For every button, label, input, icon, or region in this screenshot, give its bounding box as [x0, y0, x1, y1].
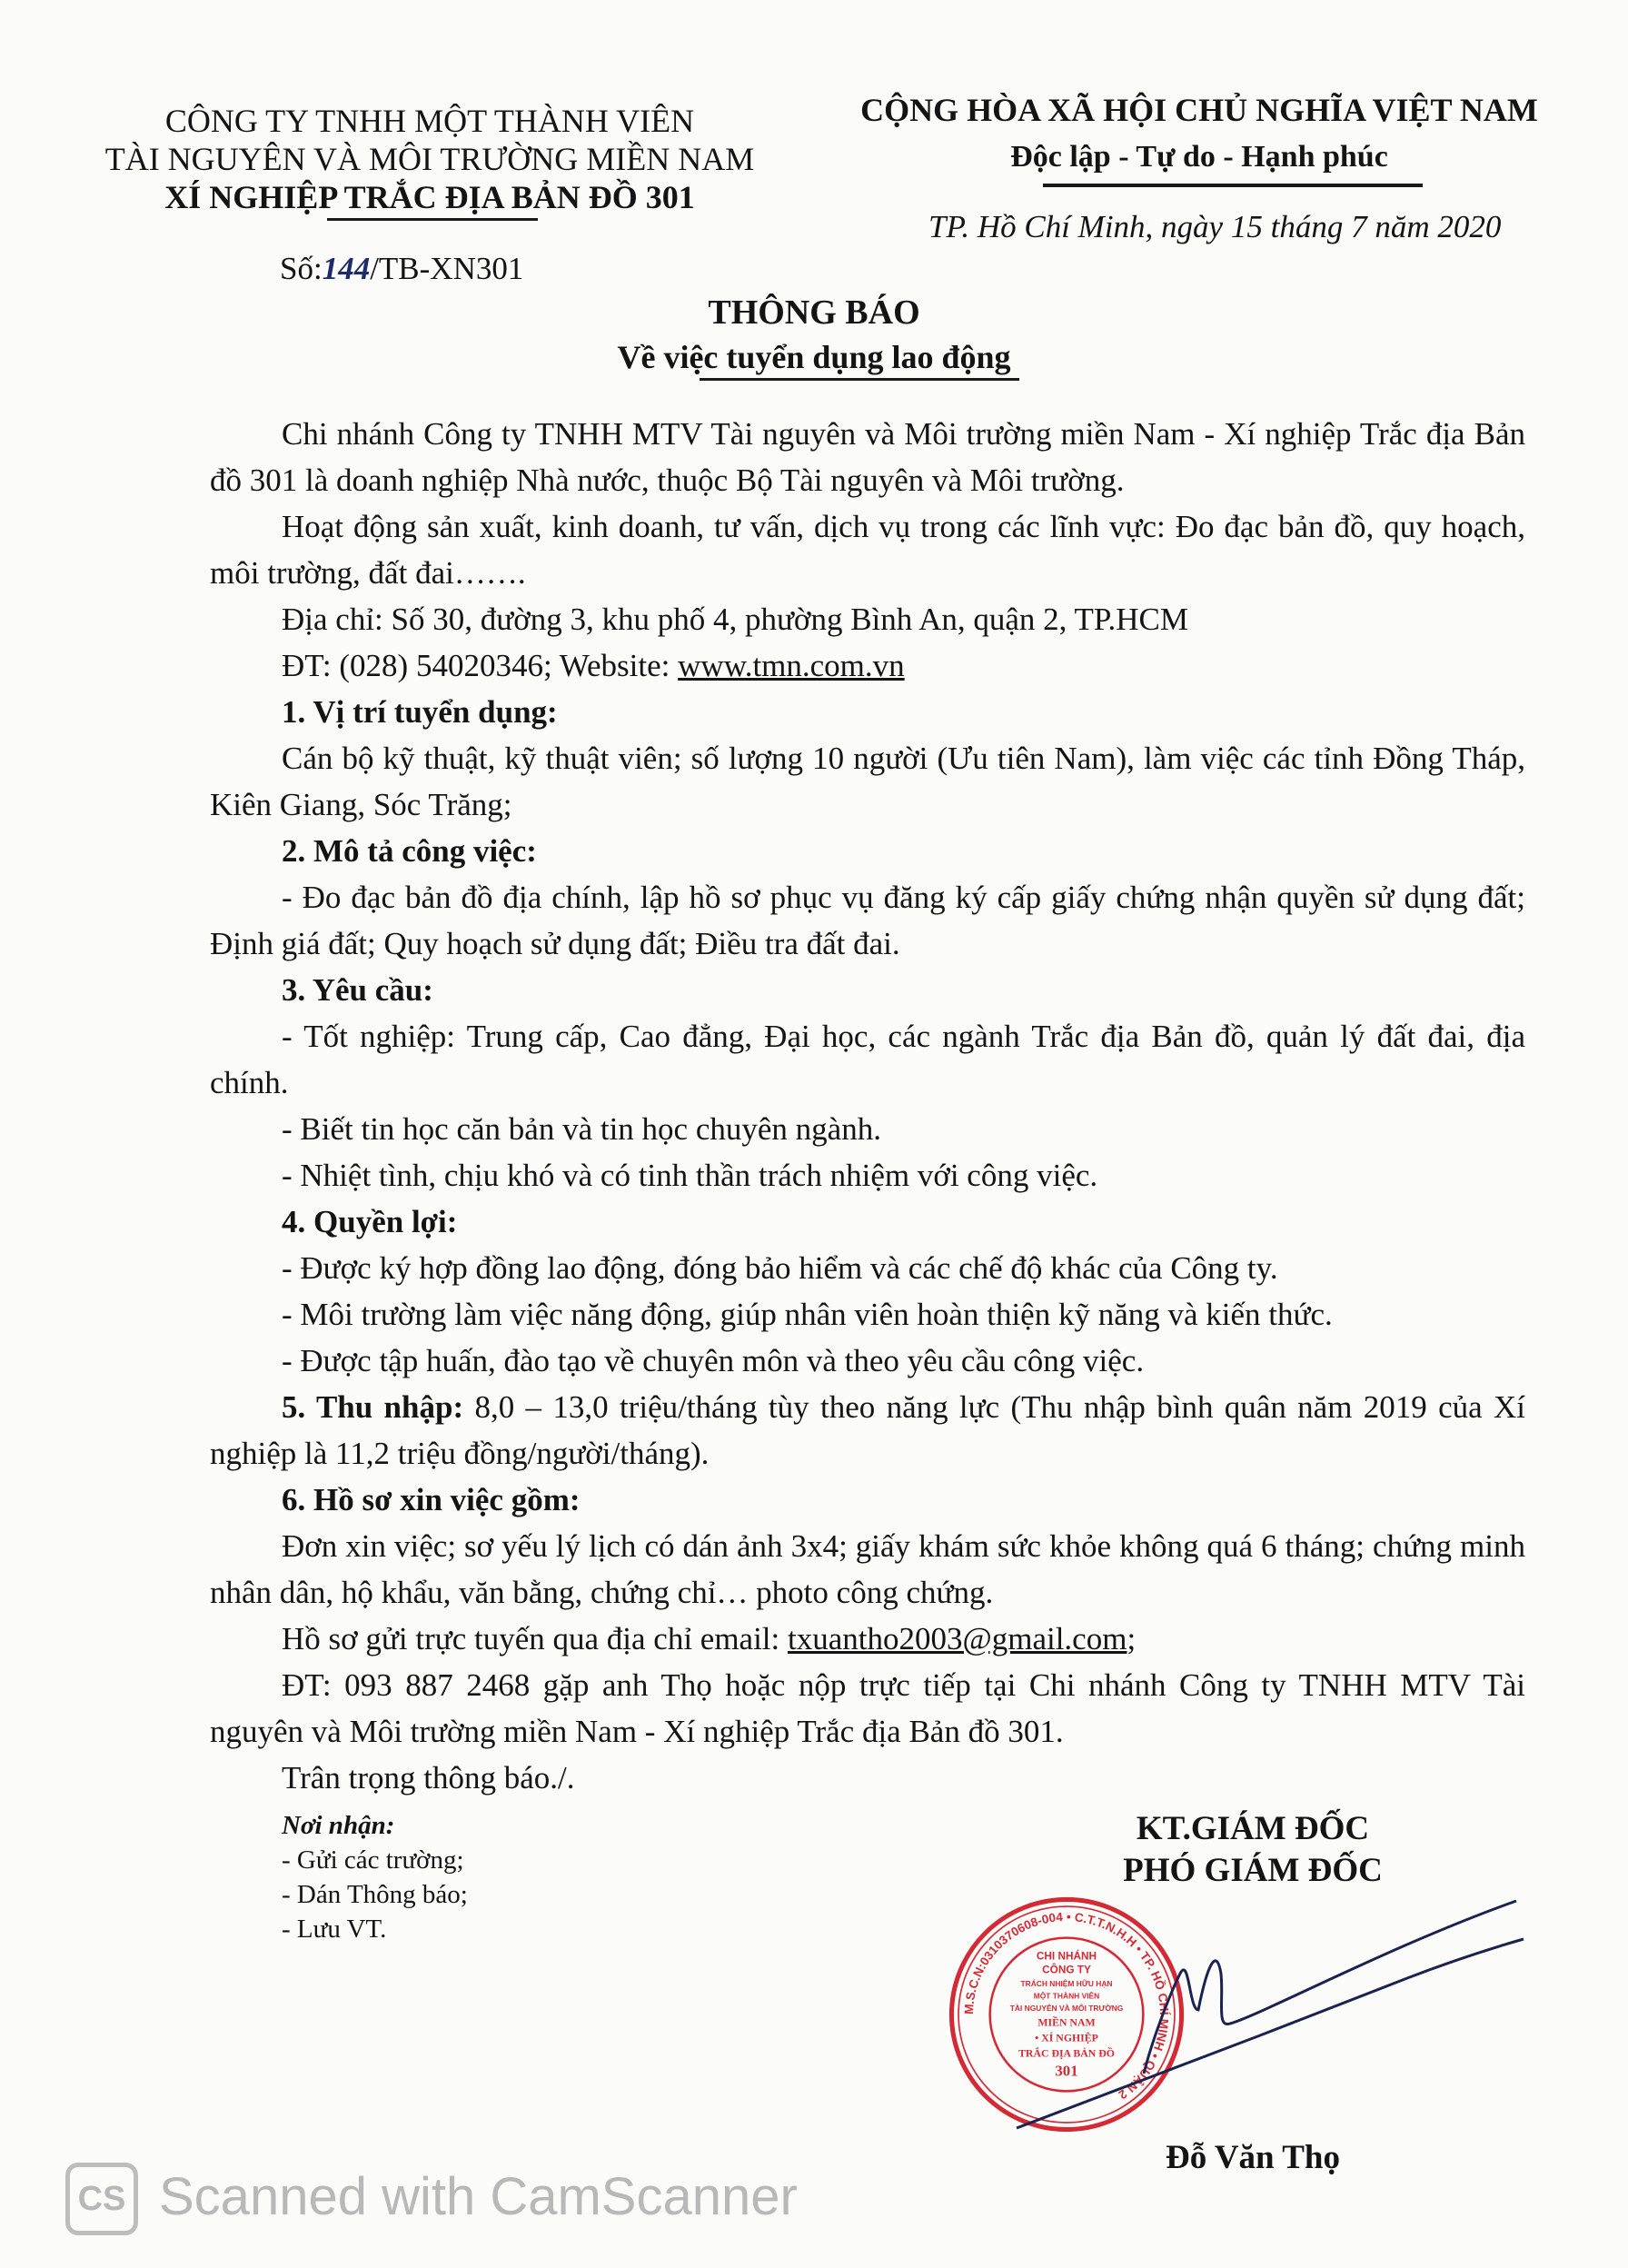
benefit-item: - Môi trường làm việc năng động, giúp nhân viên hoàn thiện kỹ năng và kiến thức.	[282, 1297, 1333, 1332]
phone-text: ĐT: (028) 54020346; Website:	[282, 648, 679, 683]
section-4-title: 4. Quyền lợi:	[282, 1204, 458, 1239]
section-2-text: - Đo đạc bản đồ địa chính, lập hồ sơ phục vụ đăng ký cấp giấy chứng nhận quyền sử dụng đất; Định giá đất; Quy hoạch sử dụng đất; Điều tra đất đai.	[210, 880, 1525, 961]
requirement-item: - Biết tin học căn bản và tin học chuyên ngành.	[282, 1111, 881, 1147]
recipient-item: - Lưu VT.	[282, 1915, 387, 1944]
recipient-item: - Dán Thông báo;	[282, 1880, 468, 1909]
signature-title	[980, 1808, 1525, 1892]
issuer-underline	[327, 218, 538, 221]
notice-body	[210, 411, 1525, 1801]
number-suffix: /TB-XN301	[370, 251, 524, 286]
stamp-line: TRẮC ĐỊA BẢN ĐỒ	[1018, 2046, 1115, 2060]
signature-line-2: PHÓ GIÁM ĐỐC	[1123, 1852, 1383, 1889]
national-motto: Độc lập - Tự do - Hạnh phúc	[1010, 140, 1388, 174]
intro-paragraph-1: Chi nhánh Công ty TNHH MTV Tài nguyên và Môi trường miền Nam - Xí nghiệp Trắc địa Bản đồ 301 là doanh nghiệp Nhà nước, thuộc Bộ Tài nguyên và Môi trường.	[210, 416, 1525, 498]
issuer-line-3: XÍ NGHIỆP TRẮC ĐỊA BẢN ĐỒ 301	[164, 179, 695, 215]
benefit-item: - Được ký hợp đồng lao động, đóng bảo hiểm và các chế độ khác của Công ty.	[282, 1250, 1278, 1286]
handwritten-signature	[980, 1892, 1525, 2137]
issuer-line-2: TÀI NGUYÊN VÀ MÔI TRƯỜNG MIỀN NAM	[104, 141, 755, 177]
signature-block	[961, 1808, 1525, 2179]
recipients	[282, 1808, 468, 2179]
camscanner-logo-text: CS	[77, 2179, 126, 2218]
closing: Trân trọng thông báo./.	[282, 1760, 575, 1796]
email-prefix: Hồ sơ gửi trực tuyến qua địa chỉ email:	[282, 1621, 789, 1656]
national-title: CỘNG HÒA XÃ HỘI CHỦ NGHĨA VIỆT NAM	[860, 92, 1538, 128]
notice-subtitle: Về việc tuyển dụng lao động	[617, 339, 1011, 375]
signature-line-1: KT.GIÁM ĐỐC	[1136, 1810, 1370, 1847]
handwritten-number: 144	[322, 251, 371, 286]
main-content	[210, 411, 1525, 2179]
stamp-and-signature	[961, 1892, 1525, 2137]
subtitle-underline	[700, 378, 1019, 381]
issuer-block	[73, 102, 787, 216]
document-date: TP. Hồ Chí Minh, ngày 15 tháng 7 năm 2020	[928, 209, 1502, 244]
stamp-line: MIỀN NAM	[1037, 2015, 1096, 2029]
stamp-line: TRÁCH NHIỆM HỮU HẠN	[1020, 1978, 1113, 1988]
section-5	[210, 1384, 1525, 1477]
section-5-text: 8,0 – 13,0 triệu/tháng tùy theo năng lực (Thu nhập bình quân năm 2019 của Xí nghiệp là 11,2 triệu đồng/người/tháng).	[210, 1389, 1525, 1471]
number-prefix: Số:	[280, 251, 323, 286]
camscanner-logo	[65, 2163, 138, 2235]
email-link[interactable]: txuantho2003@gmail.com	[788, 1621, 1127, 1656]
recipients-title: Nơi nhận:	[282, 1811, 395, 1840]
motto-underline	[1043, 184, 1423, 187]
notice-title: THÔNG BÁO	[708, 293, 920, 332]
camscanner-watermark: Scanned with CamScanner	[159, 2167, 798, 2226]
email-line	[210, 1616, 1525, 1662]
benefit-item: - Được tập huấn, đào tạo về chuyên môn và theo yêu cầu công việc.	[282, 1343, 1145, 1378]
signer-name: Đỗ Văn Thọ	[1166, 2139, 1340, 2176]
requirement-item: - Nhiệt tình, chịu khó và có tinh thần trách nhiệm với công việc.	[282, 1158, 1098, 1193]
section-6-text: Đơn xin việc; sơ yếu lý lịch có dán ảnh 3x4; giấy khám sức khỏe không quá 6 tháng; chứng minh nhân dân, hộ khẩu, văn bằng, chứng chỉ… photo công chứng.	[210, 1528, 1525, 1610]
section-1-text: Cán bộ kỹ thuật, kỹ thuật viên; số lượng 10 người (Ưu tiên Nam), làm việc các tỉnh Đồng Tháp, Kiên Giang, Sóc Trăng;	[210, 741, 1525, 822]
email-suffix: ;	[1127, 1621, 1137, 1656]
contact-line	[210, 642, 1525, 689]
section-5-title: 5. Thu nhập:	[282, 1389, 464, 1425]
section-6-title: 6. Hồ sơ xin việc gồm:	[282, 1482, 581, 1517]
recipient-item: - Gửi các trường;	[282, 1845, 464, 1875]
stamp-line: 301	[1055, 2062, 1078, 2080]
stamp-line: CÔNG TY	[1042, 1963, 1091, 1976]
section-3-title: 3. Yêu cầu:	[282, 972, 433, 1008]
stamp-line: • XÍ NGHIỆP	[1035, 2031, 1098, 2044]
section-1-title: 1. Vị trí tuyển dụng:	[282, 694, 558, 730]
stamp-line: MỘT THÀNH VIÊN	[1033, 1991, 1100, 2001]
intro-paragraph-2: Hoạt động sản xuất, kinh doanh, tư vấn, dịch vụ trong các lĩnh vực: Đo đạc bản đồ, quy hoạch, môi trường, đất đai…….	[210, 509, 1525, 591]
requirement-item: - Tốt nghiệp: Trung cấp, Cao đẳng, Đại học, các ngành Trắc địa Bản đồ, quản lý đất đai, địa chính.	[210, 1019, 1525, 1100]
national-header	[836, 91, 1563, 176]
stamp-line: TÀI NGUYÊN VÀ MÔI TRƯỜNG	[1009, 2003, 1124, 2013]
section-2-title: 2. Mô tả công việc:	[282, 833, 537, 869]
section-6-contact: ĐT: 093 887 2468 gặp anh Thọ hoặc nộp trực tiếp tại Chi nhánh Công ty TNHH MTV Tài nguyên và Môi trường miền Nam - Xí nghiệp Trắc địa Bản đồ 301.	[210, 1667, 1525, 1749]
address: Địa chỉ: Số 30, đường 3, khu phố 4, phường Bình An, quận 2, TP.HCM	[282, 602, 1188, 637]
stamp-line: CHI NHÁNH	[1036, 1949, 1097, 1963]
website-link[interactable]: www.tmn.com.vn	[678, 648, 905, 683]
issuer-line-1: CÔNG TY TNHH MỘT THÀNH VIÊN	[164, 103, 695, 139]
stamp-ring-text: M.S.C.N:0310370608-004 • C.T.T.N.H.H • TP. HỒ CHÍ MINH • QUẬN 2	[961, 1910, 1171, 2103]
footer	[210, 1808, 1525, 2179]
document-number	[280, 251, 523, 287]
